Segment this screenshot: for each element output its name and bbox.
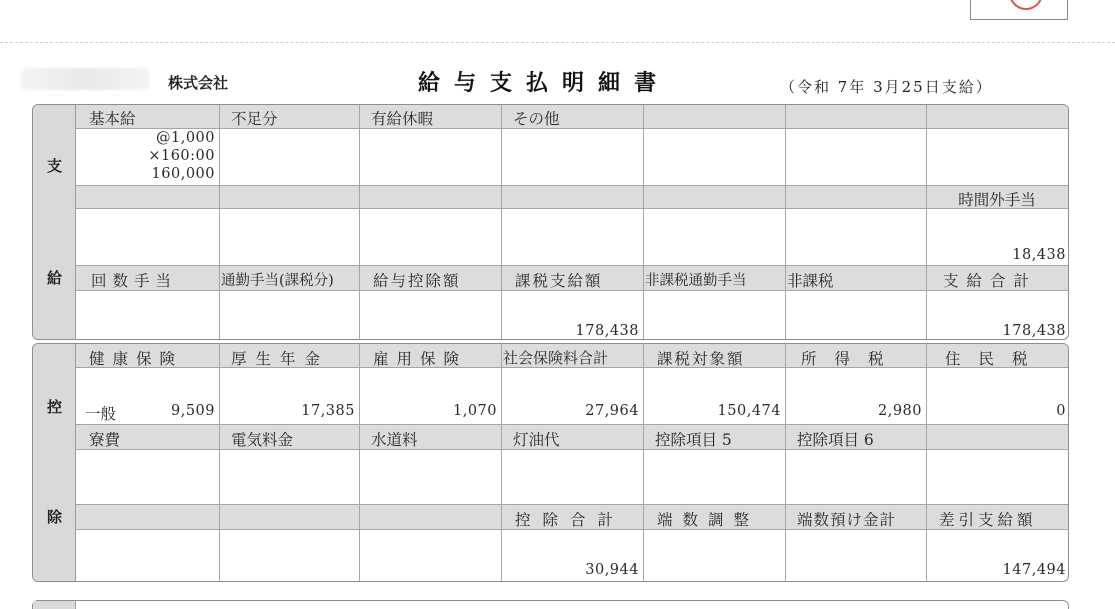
pay-date: （令和 7年 3月25日支給） bbox=[780, 78, 993, 96]
label-income-tax: 所得税 bbox=[801, 350, 902, 368]
redacted-company-name bbox=[20, 68, 150, 90]
label-shortage: 不足分 bbox=[231, 110, 278, 128]
income-tax-amount: 2,980 bbox=[877, 403, 922, 419]
label-nontaxable-commute: 非課税通勤手当 bbox=[645, 273, 747, 289]
next-panel-side-bar bbox=[33, 601, 76, 609]
payments-side-bar bbox=[33, 105, 76, 339]
basic-pay-amount: 160,000 bbox=[151, 166, 215, 182]
column-divider bbox=[926, 105, 927, 339]
payments-side-label-bottom: 給 bbox=[46, 269, 62, 287]
label-nontaxable: 非課税 bbox=[787, 272, 834, 290]
pension-amount: 17,385 bbox=[301, 403, 355, 419]
deductions-header-row-2 bbox=[76, 424, 1068, 450]
label-count-allowance: 回数手当 bbox=[91, 272, 178, 290]
label-salary-deduction: 給与控除額 bbox=[373, 272, 461, 290]
label-health-insurance: 健康保険 bbox=[89, 350, 184, 368]
label-resident-tax: 住民税 bbox=[945, 350, 1046, 368]
column-divider bbox=[501, 344, 502, 581]
total-pay-amount: 178,438 bbox=[1002, 323, 1066, 339]
payments-header-row-2 bbox=[76, 185, 1068, 209]
payments-panel bbox=[32, 104, 1069, 340]
deduction-total-amount: 30,944 bbox=[585, 562, 639, 578]
health-insurance-amount: 9,509 bbox=[170, 403, 215, 419]
label-commute-taxable: 通勤手当(課税分) bbox=[221, 273, 334, 289]
label-deduction-total: 控除合計 bbox=[515, 511, 626, 529]
overtime-allowance-amount: 18,438 bbox=[1012, 247, 1066, 263]
column-divider bbox=[926, 344, 927, 581]
label-deduction-item-5: 控除項目 5 bbox=[655, 431, 732, 449]
basic-pay-hours: ×160:00 bbox=[148, 148, 215, 164]
social-insurance-total-amount: 27,964 bbox=[585, 403, 639, 419]
taxable-amount-value: 150,474 bbox=[717, 403, 781, 419]
label-rounding-adjustment: 端数調整 bbox=[657, 511, 760, 529]
label-taxable-pay: 課税支給額 bbox=[515, 272, 603, 290]
label-electricity-fee: 電気料金 bbox=[231, 431, 294, 449]
column-divider bbox=[785, 344, 786, 581]
next-panel-edge bbox=[32, 600, 1069, 609]
payments-header-row-1 bbox=[76, 105, 1068, 129]
basic-pay-rate: @1,000 bbox=[155, 130, 215, 146]
label-employment-insurance: 雇用保険 bbox=[373, 350, 468, 368]
deductions-panel bbox=[32, 343, 1069, 582]
label-kerosene-fee: 灯油代 bbox=[513, 431, 560, 449]
deductions-side-bar bbox=[33, 344, 76, 581]
column-divider bbox=[219, 344, 220, 581]
net-pay-amount: 147,494 bbox=[1002, 562, 1066, 578]
deductions-side-label-bottom: 除 bbox=[46, 508, 62, 526]
label-deduction-item-6: 控除項目 6 bbox=[797, 431, 874, 449]
column-divider bbox=[359, 105, 360, 339]
label-other: その他 bbox=[513, 110, 560, 128]
label-pension: 厚生年金 bbox=[231, 350, 330, 368]
resident-tax-amount: 0 bbox=[1056, 403, 1066, 419]
label-social-insurance-total: 社会保険料合計 bbox=[503, 349, 609, 367]
label-net-pay: 差引支給額 bbox=[939, 511, 1037, 529]
health-insurance-category: 一般 bbox=[85, 405, 117, 423]
column-divider bbox=[359, 344, 360, 581]
label-overtime-allowance: 時間外手当 bbox=[958, 191, 1036, 209]
deductions-side-label-top: 控 bbox=[46, 398, 62, 416]
label-paid-leave: 有給休暇 bbox=[371, 110, 434, 128]
company-name: 株式会社 bbox=[168, 74, 229, 92]
label-water-fee: 水道料 bbox=[371, 431, 418, 449]
document-title: 給与支払明細書 bbox=[418, 71, 671, 96]
column-divider bbox=[643, 344, 644, 581]
payments-side-label-top: 支 bbox=[46, 157, 62, 175]
column-divider bbox=[501, 105, 502, 339]
label-dormitory-fee: 寮費 bbox=[89, 431, 121, 449]
column-divider bbox=[643, 105, 644, 339]
column-divider bbox=[785, 105, 786, 339]
column-divider bbox=[219, 105, 220, 339]
employment-insurance-amount: 1,070 bbox=[452, 403, 497, 419]
taxable-pay-amount: 178,438 bbox=[575, 323, 639, 339]
label-total-pay: 支給合計 bbox=[943, 272, 1038, 290]
label-rounding-deposit: 端数預け金計 bbox=[797, 511, 897, 529]
label-basic-pay: 基本給 bbox=[89, 110, 136, 128]
label-taxable-amount: 課税対象額 bbox=[657, 350, 745, 368]
top-dashed-separator bbox=[0, 42, 1115, 43]
